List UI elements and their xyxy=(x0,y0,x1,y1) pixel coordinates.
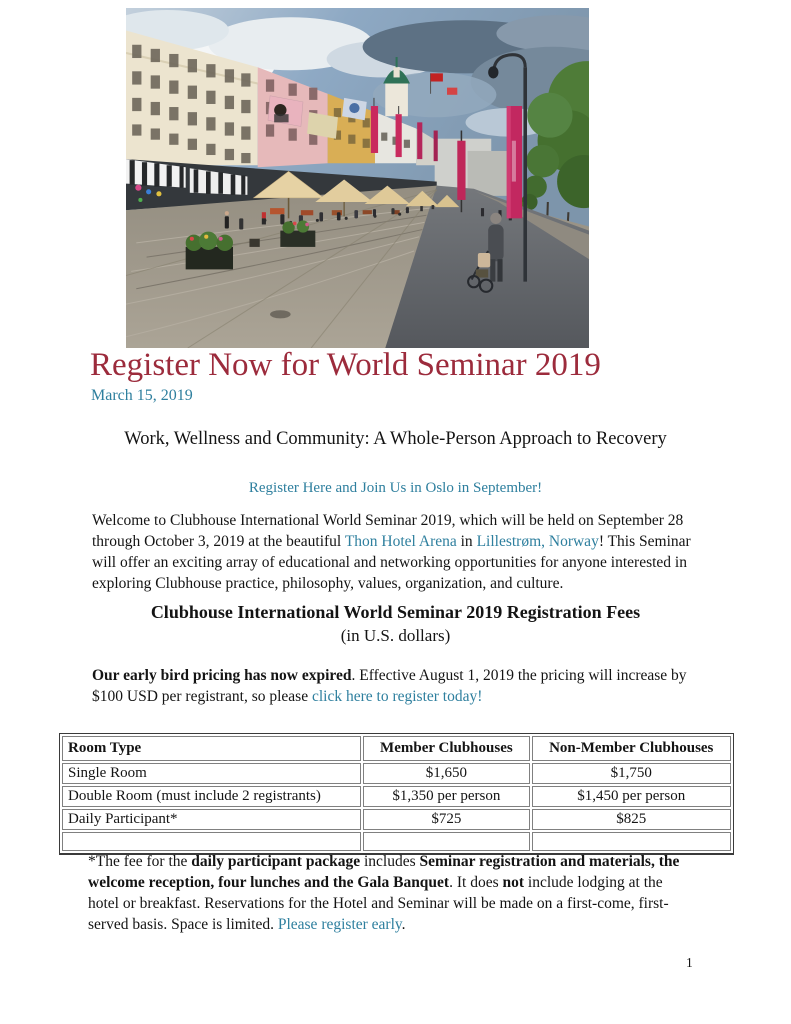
thon-hotel-arena-link[interactable]: Thon Hotel Arena xyxy=(344,533,457,550)
fees-heading-subtitle: (in U.S. dollars) xyxy=(340,626,451,645)
early-bird-line-2 xyxy=(92,686,732,707)
header-room-type: Room Type xyxy=(62,736,361,761)
footnote-text: . xyxy=(401,916,406,933)
cell-room-type: Daily Participant* xyxy=(62,809,361,830)
footnote-text: served basis. Space is limited. xyxy=(88,916,278,933)
footnote-bold-not: not xyxy=(502,874,525,891)
footnote-line-2 xyxy=(88,872,738,893)
page-title: Register Now for World Seminar 2019 xyxy=(90,347,601,383)
intro-line2-post: ! This Seminar xyxy=(598,533,691,550)
cell-member-price: $1,350 per person xyxy=(363,786,529,807)
footnote-bold-includes: Seminar registration and materials, the xyxy=(419,853,680,870)
cell-room-type: Double Room (must include 2 registrants) xyxy=(62,786,361,807)
header-member: Member Clubhouses xyxy=(363,736,529,761)
table-row-double xyxy=(62,786,731,807)
footnote-paragraph xyxy=(88,851,738,935)
cell-empty xyxy=(62,832,361,851)
cell-member-price: $725 xyxy=(363,809,529,830)
footnote-text: include lodging at the xyxy=(524,874,663,891)
header-non-member: Non-Member Clubhouses xyxy=(532,736,732,761)
table-row-daily xyxy=(62,809,731,830)
early-bird-line2-text: $100 USD per registrant, so please xyxy=(92,688,312,705)
oslo-street-scene xyxy=(126,8,589,348)
please-register-early-link[interactable]: Please register early xyxy=(277,916,402,933)
publish-date: March 15, 2019 xyxy=(91,387,193,404)
footnote-line-3: hotel or breakfast. Reservations for the Hotel and Seminar will be made on a first-come, first- xyxy=(88,895,669,912)
footnote-text: includes xyxy=(360,853,420,870)
intro-line-3: will offer an exciting array of educational and networking opportunities for anyone interested in xyxy=(92,554,687,571)
headline: Work, Wellness and Community: A Whole-Person Approach to Recovery xyxy=(124,429,667,449)
footnote-text: . It does xyxy=(449,874,503,891)
early-bird-line-1 xyxy=(92,665,732,686)
register-here-link-row xyxy=(0,480,791,497)
early-bird-rest-text: . Effective August 1, 2019 the pricing will increase by xyxy=(351,667,687,684)
intro-line-2 xyxy=(92,531,732,552)
intro-line-4: exploring Clubhouse practice, philosophy, values, organization, and culture. xyxy=(92,575,564,592)
intro-line-1: Welcome to Clubhouse International World Seminar 2019, which will be held on September 28 xyxy=(92,512,684,529)
early-bird-paragraph xyxy=(92,665,732,707)
oslo-street-photo xyxy=(126,8,589,348)
register-here-link[interactable]: Register Here and Join Us in Oslo in September! xyxy=(248,480,543,496)
cell-non-member-price: $825 xyxy=(532,809,732,830)
intro-paragraph xyxy=(92,510,732,594)
cell-room-type: Single Room xyxy=(62,763,361,784)
page-number: 1 xyxy=(686,955,693,970)
cell-non-member-price: $1,750 xyxy=(532,763,732,784)
intro-line2-text: through October 3, 2019 at the beautiful xyxy=(92,533,345,550)
fees-heading xyxy=(0,601,791,647)
click-here-to-register-link[interactable]: click here to register today! xyxy=(311,688,483,705)
cell-non-member-price: $1,450 per person xyxy=(532,786,732,807)
cell-empty xyxy=(532,832,732,851)
intro-line2-mid: in xyxy=(456,533,477,550)
fees-table xyxy=(59,733,734,855)
cell-empty xyxy=(363,832,529,851)
footnote-text: *The fee for the xyxy=(88,853,192,870)
fees-heading-title: Clubhouse International World Seminar 2019 Registration Fees xyxy=(150,602,641,622)
footnote-bold-welcome: welcome reception, four lunches and the Gala Banquet xyxy=(88,874,450,891)
table-row-single xyxy=(62,763,731,784)
lillestrom-norway-link[interactable]: Lillestrøm, Norway xyxy=(476,533,599,550)
footnote-bold-package: daily participant package xyxy=(191,853,361,870)
cell-member-price: $1,650 xyxy=(363,763,529,784)
table-row-empty xyxy=(62,832,731,851)
early-bird-bold-text: Our early bird pricing has now expired xyxy=(92,667,352,684)
footnote-line-1 xyxy=(88,851,738,872)
table-header-row xyxy=(62,736,731,761)
footnote-line-4 xyxy=(88,914,738,935)
